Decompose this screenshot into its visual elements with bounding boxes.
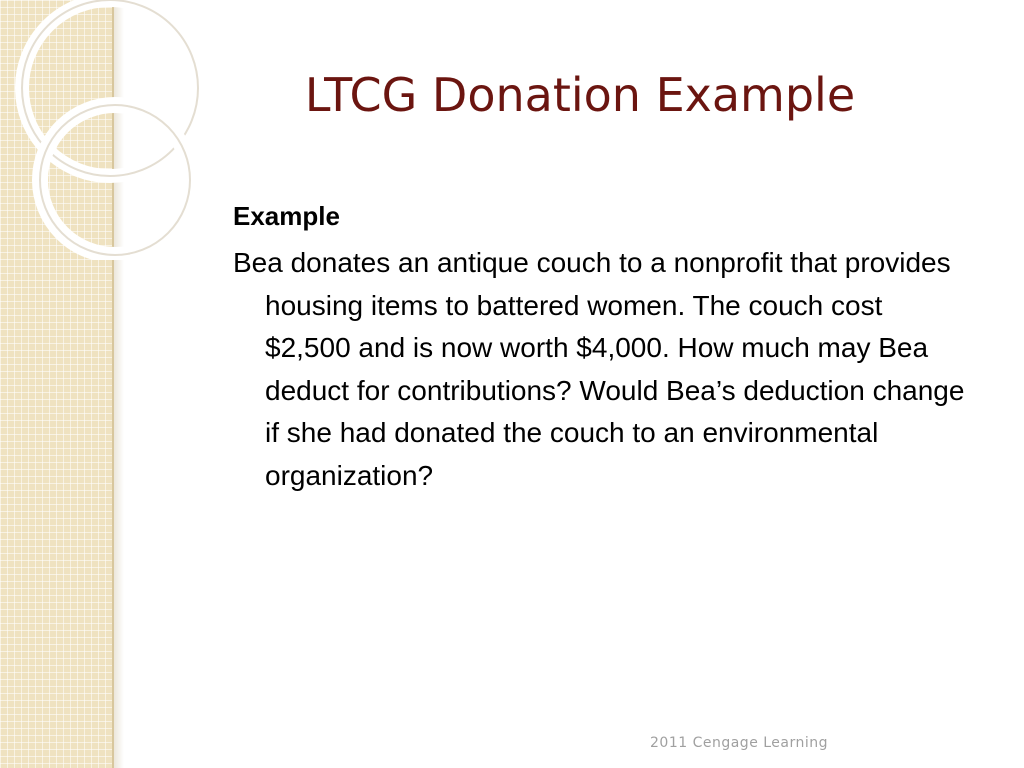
slide-title: LTCG Donation Example: [304, 68, 856, 122]
example-heading: Example: [233, 201, 340, 231]
footer-credit: 2011 Cengage Learning: [650, 735, 829, 751]
decorative-side-panel: [0, 0, 112, 768]
slide-content: [233, 196, 963, 497]
example-body-text: Bea donates an antique couch to a nonprofit that provides housing items to battered women. The couch cost $2,500 and is now worth $4,000. How much may Bea deduct for contributions? Would Bea’s deduction change if she had donated the couch to an environmental organization?: [233, 247, 965, 491]
side-panel-shadow: [114, 0, 124, 768]
